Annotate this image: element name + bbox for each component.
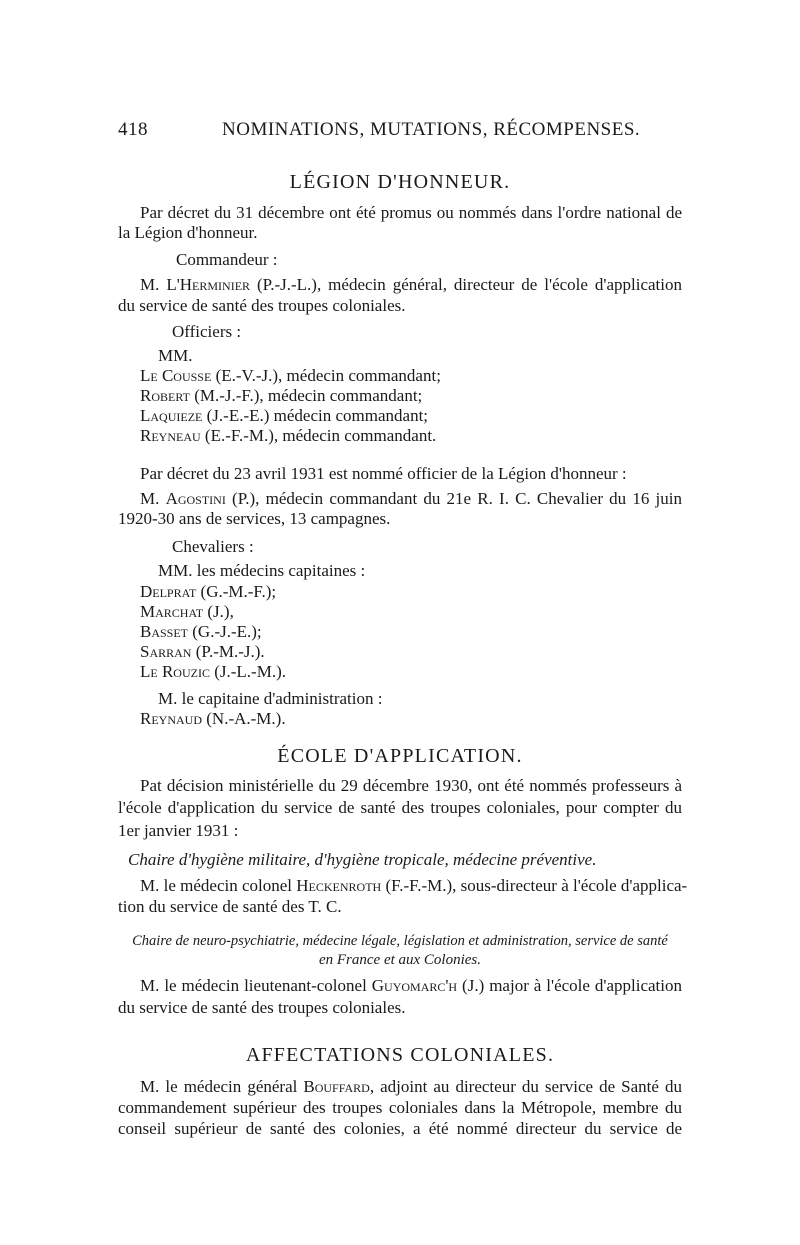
agostini-text-1: (P.), médecin commandant du 21e R. I. C. Chevalier du 16 juin: [225, 489, 682, 508]
chevalier-details: (J.-L.-M.).: [209, 662, 286, 681]
officier-entry: [140, 406, 428, 426]
affectations-line-3: conseil supérieur de santé des colonies, a été nommé directeur du service de: [118, 1119, 682, 1138]
officiers-label: Officiers :: [172, 322, 242, 341]
agostini-name: Agostini: [165, 489, 226, 508]
chevalier-name: Marchat: [140, 602, 204, 621]
chaire-2-heading-line-1: Chaire de neuro-psychiatrie, médecine légale, législation et administration, service de santé: [132, 933, 668, 949]
ecole-para-line-1: Pat décision ministérielle du 29 décembre 1930, ont été nommés professeurs à: [140, 776, 682, 795]
legion-intro-line-2: la Légion d'honneur.: [118, 223, 258, 242]
officier-details: (E.-V.-J.), médecin commandant;: [211, 366, 441, 385]
chevalier-name: Delprat: [140, 582, 197, 601]
bouffard-prefix: M. le médecin général: [140, 1077, 304, 1096]
guyomarch-prefix: M. le médecin lieutenant-colonel: [140, 976, 372, 995]
guyomarch-line-2: du service de santé des troupes coloniales.: [118, 998, 406, 1017]
chevalier-details: (G.-J.-E.);: [188, 622, 262, 641]
agostini-line-2: 1920-30 ans de services, 13 campagnes.: [118, 509, 391, 528]
chaire-1-heading: Chaire d'hygiène militaire, d'hygiène tropicale, médecine préventive.: [128, 850, 597, 869]
officier-details: (J.-E.-E.) médecin commandant;: [202, 406, 429, 425]
heckenroth-name: Heckenroth: [296, 876, 382, 895]
chevalier-entry: [140, 602, 234, 622]
chevalier-entry: [140, 582, 276, 602]
commandeur-name: M. L'Herminier: [140, 275, 251, 294]
section-title-affectations: AFFECTATIONS COLONIALES.: [245, 1044, 555, 1066]
affectations-line-1: [140, 1077, 682, 1097]
bouffard-text: , adjoint au directeur du service de Santé du: [369, 1077, 682, 1096]
chevalier-name: Sarran: [140, 642, 192, 661]
decree-line: Par décret du 23 avril 1931 est nommé officier de la Légion d'honneur :: [140, 464, 627, 483]
ecole-para-line-3: 1er janvier 1931 :: [118, 821, 239, 840]
affectations-line-2: commandement supérieur des troupes coloniales dans la Métropole, membre du: [118, 1098, 682, 1117]
commandeur-text-1: (P.-J.-L.), médecin général, directeur de l'école d'application: [250, 275, 682, 294]
reynaud-details: (N.-A.-M.).: [202, 709, 286, 728]
heckenroth-line-1: [140, 876, 688, 896]
chaire-2-heading-line-2: en France et aux Colonies.: [318, 952, 482, 968]
officier-details: (M.-J.-F.), médecin commandant;: [189, 386, 423, 405]
officier-entry: [140, 366, 441, 386]
reynaud-name: Reynaud: [140, 709, 202, 728]
officiers-mm: MM.: [158, 346, 193, 365]
chevalier-entry: [140, 662, 286, 682]
chevalier-details: (P.-M.-J.).: [191, 642, 265, 661]
chevaliers-intro: MM. les médecins capitaines :: [158, 561, 366, 580]
guyomarch-name: Guyomarc'h: [371, 976, 458, 995]
commandeur-line-1: [140, 275, 682, 295]
legion-intro-line-1: Par décret du 31 décembre ont été promus ou nommés dans l'ordre national de: [140, 203, 682, 222]
running-title: NOMINATIONS, MUTATIONS, RÉCOMPENSES.: [222, 119, 641, 140]
section-title-ecole: ÉCOLE D'APPLICATION.: [277, 745, 523, 767]
officier-entry: [140, 386, 422, 406]
officier-name: Reyneau: [140, 426, 201, 445]
agostini-line-1: [140, 489, 682, 509]
officier-name: Le Cousse: [140, 366, 212, 385]
reynaud-entry: [140, 709, 286, 729]
heckenroth-text: (F.-F.-M.), sous-directeur à l'école d'applica-: [381, 876, 688, 895]
officier-entry: [140, 426, 436, 446]
ecole-para-line-2: l'école d'application du service de santé des troupes coloniales, pour compter du: [118, 798, 682, 817]
heckenroth-prefix: M. le médecin colonel: [140, 876, 297, 895]
bouffard-name: Bouffard: [303, 1077, 370, 1096]
heckenroth-line-2: tion du service de santé des T. C.: [118, 897, 342, 916]
officier-name: Laquieze: [140, 406, 203, 425]
page-number: 418: [118, 119, 148, 140]
agostini-prefix: M.: [140, 489, 166, 508]
capitaine-admin-line: M. le capitaine d'administration :: [158, 689, 383, 708]
chevalier-details: (J.),: [203, 602, 234, 621]
chevalier-name: Basset: [140, 622, 189, 641]
chevalier-entry: [140, 622, 262, 642]
commandeur-label: Commandeur :: [176, 250, 278, 269]
officier-name: Robert: [140, 386, 190, 405]
chevaliers-label: Chevaliers :: [172, 537, 254, 556]
officier-details: (E.-F.-M.), médecin commandant.: [200, 426, 437, 445]
chevalier-details: (G.-M.-F.);: [196, 582, 277, 601]
chevalier-name: Le Rouzic: [140, 662, 210, 681]
section-title-legion: LÉGION D'HONNEUR.: [289, 171, 511, 193]
guyomarch-text: (J.) major à l'école d'application: [457, 976, 682, 995]
commandeur-line-2: du service de santé des troupes coloniales.: [118, 296, 406, 315]
guyomarch-line-1: [140, 976, 682, 996]
chevalier-entry: [140, 642, 265, 662]
